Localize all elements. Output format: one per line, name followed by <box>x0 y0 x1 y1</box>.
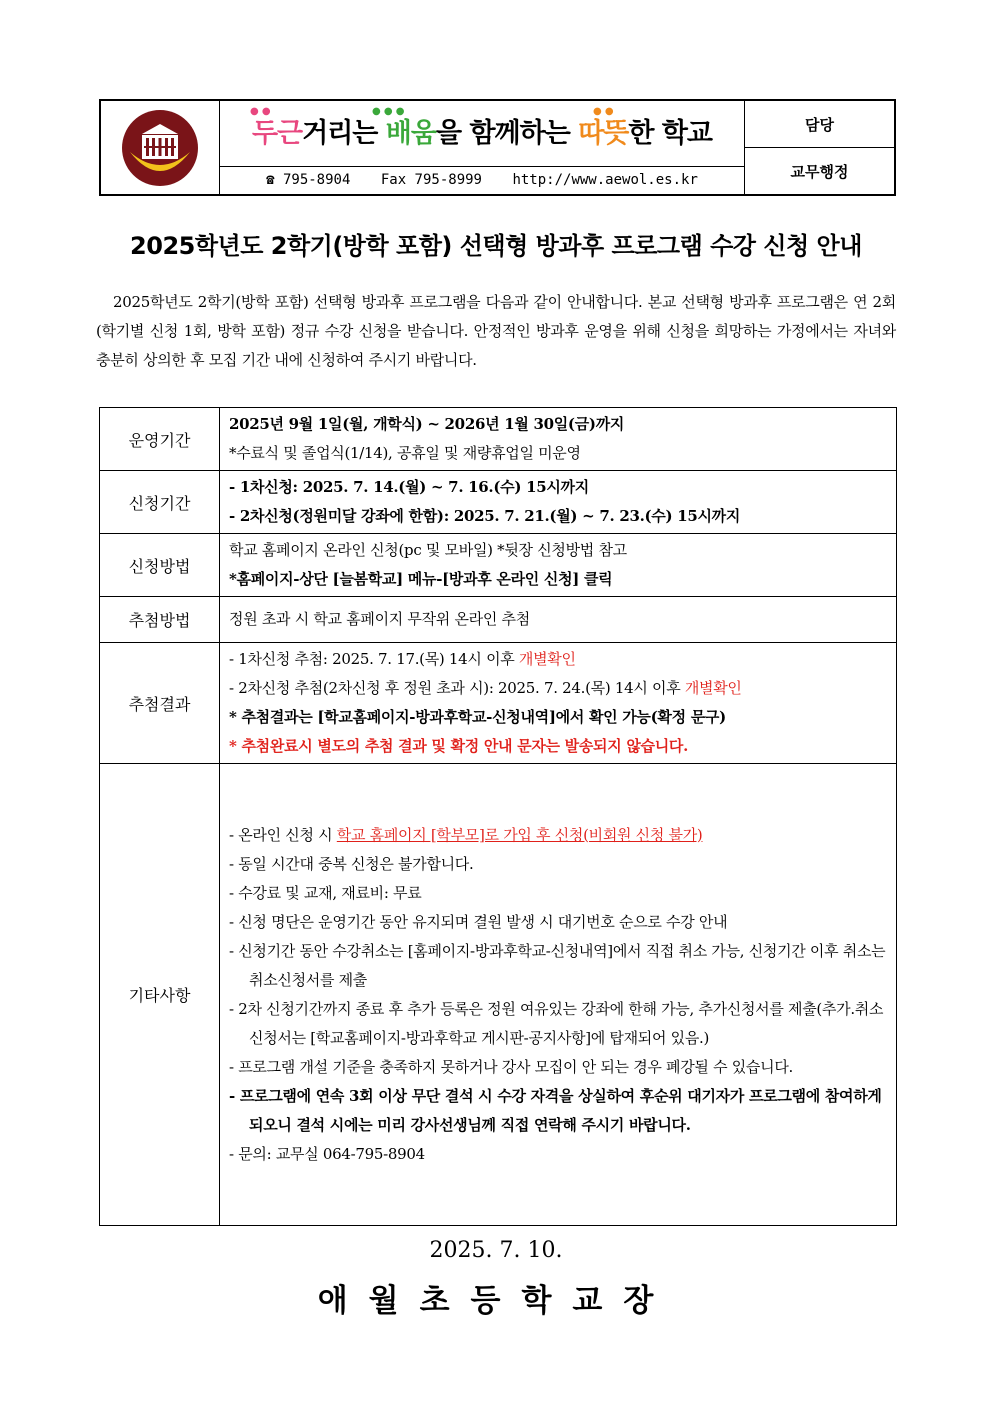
table-row <box>100 764 897 1226</box>
school-slogan: 두근거리는 배움을 함께하는 따뜻한 학교 <box>251 118 713 149</box>
row-content <box>220 408 897 471</box>
row-label: 추첨방법 <box>100 597 220 643</box>
table-row <box>100 471 897 534</box>
website-url: http://www.aewol.es.kr <box>512 172 698 188</box>
draw-method-text: 정원 초과 시 학교 홈페이지 무작위 온라인 추첨 <box>229 610 530 628</box>
list-item: - 신청기간 동안 수강취소는 [홈페이지-방과후학교-신청내역]에서 직접 취소 가능, 신청기간 이후 취소는 취소신청서를 제출 <box>229 941 886 989</box>
result-check-note: * 추첨결과는 [학교홈페이지-방과후학교-신청내역]에서 확인 가능(확정 문구) <box>229 708 726 726</box>
list-item: - 신청 명단은 운영기간 동안 유지되며 결원 발생 시 대기번호 순으로 수강 안내 <box>229 912 728 931</box>
second-draw-result: - 2차신청 추첨(2차신청 후 정원 초과 시): 2025. 7. 24.(목) 14시 이후 개별확인 <box>229 679 742 697</box>
row-content <box>220 764 897 1226</box>
method-note: *홈페이지-상단 [늘봄학교] 메뉴-[방과후 온라인 신청] 클릭 <box>229 570 613 588</box>
list-item: - 프로그램에 연속 3회 이상 무단 결석 시 수강 자격을 상실하여 후순위 대기자가 프로그램에 참여하게 되오니 결석 시에는 미리 강사선생님께 직접 연락해 주시기 바랍니다. <box>229 1086 882 1134</box>
letterhead <box>99 99 896 196</box>
table-row <box>100 643 897 764</box>
decorative-dots-icon: ● ● <box>250 106 271 117</box>
approval-label: 담당 <box>745 101 894 148</box>
period-note: *수료식 및 졸업식(1/14), 공휴일 및 재량휴업일 미운영 <box>229 444 581 462</box>
contact-info <box>220 166 744 194</box>
approval-box <box>745 101 894 194</box>
list-item: - 2차 신청기간까지 종료 후 추가 등록은 정원 여유있는 강좌에 한해 가능, 추가신청서를 제출(추가.취소신청서는 [학교홈페이지-방과후학교 게시판-공지사항]에 탑재되어 있음.) <box>229 999 884 1047</box>
department-label: 교무행정 <box>790 162 849 181</box>
row-content <box>220 471 897 534</box>
fax-number: Fax 795-8999 <box>380 172 482 188</box>
row-label: 추첨결과 <box>100 643 220 764</box>
list-item: - 동일 시간대 중복 신청은 불가합니다. <box>229 854 474 873</box>
row-content <box>220 643 897 764</box>
phone-number: ☎ 795-8904 <box>266 172 351 188</box>
row-label: 기타사항 <box>100 764 220 1226</box>
result-sms-warning: * 추첨완료시 별도의 추첨 결과 및 확정 안내 문자는 발송되지 않습니다. <box>229 737 689 755</box>
table-row <box>100 534 897 597</box>
school-principal-signature: 애월초등학교장 <box>317 1283 675 1319</box>
document-date: 2025. 7. 10. <box>429 1238 563 1263</box>
table-row <box>100 408 897 471</box>
table-row <box>100 597 897 643</box>
school-logo <box>101 101 220 194</box>
row-label: 신청기간 <box>100 471 220 534</box>
info-table <box>99 407 897 1226</box>
page-title: 2025학년도 2학기(방학 포함) 선택형 방과후 프로그램 수강 신청 안내 <box>130 232 862 260</box>
second-application: - 2차신청(정원미달 강좌에 한함): 2025. 7. 21.(월) ~ 7. 23.(수) 15시까지 <box>229 507 741 525</box>
row-label: 운영기간 <box>100 408 220 471</box>
list-item: - 프로그램 개설 기준을 충족하지 못하거나 강사 모집이 안 되는 경우 폐강될 수 있습니다. <box>229 1057 793 1076</box>
first-application: - 1차신청: 2025. 7. 14.(월) ~ 7. 16.(수) 15시까지 <box>229 478 589 496</box>
row-content <box>220 597 897 643</box>
period-range: 2025년 9월 1일(월, 개학식) ~ 2026년 1월 30일(금)까지 <box>229 415 625 433</box>
decorative-dots-icon: ● ● ● <box>372 106 405 117</box>
list-item: - 수강료 및 교재, 재료비: 무료 <box>229 883 422 902</box>
school-emblem-icon <box>120 108 200 188</box>
intro-paragraph: 2025학년도 2학기(방학 포함) 선택형 방과후 프로그램을 다음과 같이 안내합니다. 본교 선택형 방과후 프로그램은 연 2회(학기별 신청 1회, 방학 포함) 정규 수강 신청을 받습니다. 안정적인 방과후 운영을 위해 신청을 희망하는 가정에서는 자녀와 충분히 상의한 후 모집 기간 내에 신청하여 주시기 바랍니다. <box>96 293 896 369</box>
list-item: - 문의: 교무실 064-795-8904 <box>229 1144 425 1163</box>
decorative-dots-icon: ● ● <box>593 106 614 117</box>
list-item: - 온라인 신청 시 학교 홈페이지 [학부모]로 가입 후 신청(비회원 신청 불가) <box>229 825 703 844</box>
row-content <box>220 534 897 597</box>
method-text: 학교 홈페이지 온라인 신청(pc 및 모바일) *뒷장 신청방법 참고 <box>229 541 627 559</box>
row-label: 신청방법 <box>100 534 220 597</box>
first-draw-result: - 1차신청 추첨: 2025. 7. 17.(목) 14시 이후 개별확인 <box>229 650 576 668</box>
slogan-area <box>220 101 745 194</box>
